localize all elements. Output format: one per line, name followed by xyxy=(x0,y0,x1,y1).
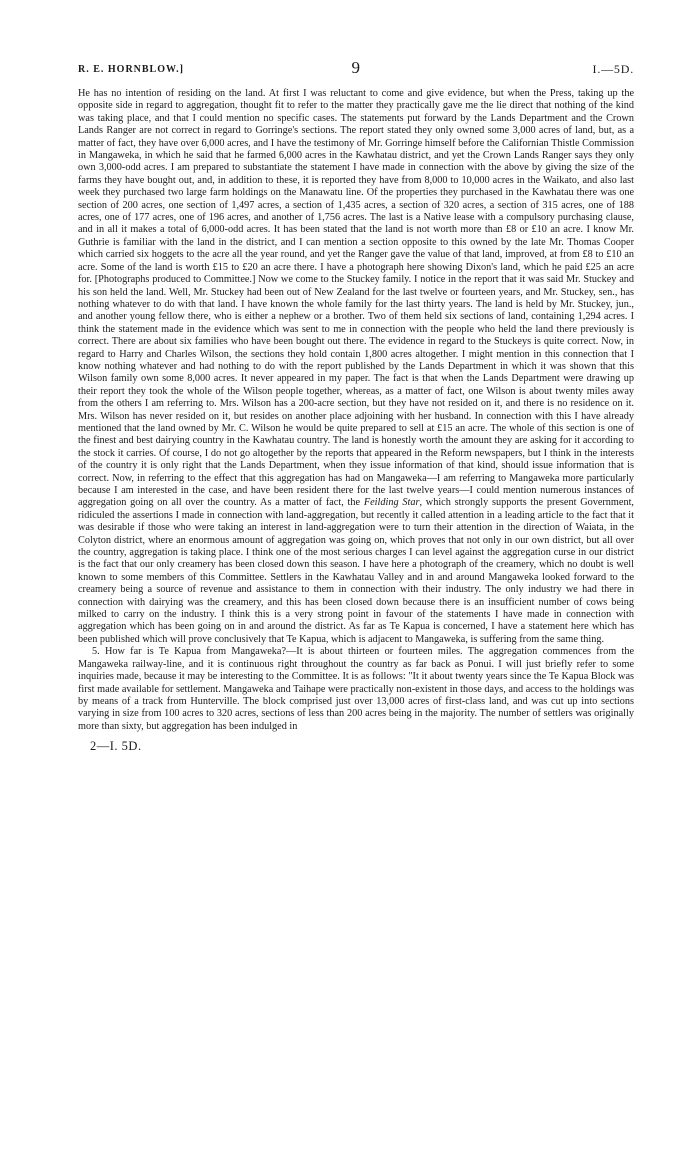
paragraph-evidence xyxy=(78,88,634,646)
page-header xyxy=(78,58,634,80)
signature-mark: 2—I. 5D. xyxy=(90,739,142,754)
document-page xyxy=(78,58,634,754)
newspaper-name: Feilding Star xyxy=(363,497,420,509)
body-text xyxy=(78,88,634,733)
witness-name: R. E. HORNBLOW.] xyxy=(78,64,184,75)
paper-reference: I.—5D. xyxy=(592,62,634,76)
paragraph-question-5: 5. How far is Te Kapua from Mangaweka?—It is about thirteen or fourteen miles. The aggregation commences from the Mangaweka railway-line, and it is continuous right throughout the country as far back as Ponui. I will just briefly refer to some inquiries made, because it may be interesting to the Committee. It is as follows: "It it about twenty years since the Te Kapua Block was first made available for settlement. Mangaweka and Taihape were practically non-existent in those days, and access to the holdings was by means of a track from Hunterville. The block comprised just over 13,000 acres of first-class land, and was cut up into sections varying in size from 100 acres to 320 acres, sections of less than 200 acres being in the majority. The number of settlers was originally more than sixty, but aggregation has been indulged in xyxy=(78,646,634,732)
paragraph-evidence-part-1: He has no intention of residing on the land. At first I was reluctant to come and give evidence, but when the Press, taking up the opposite side in regard to aggregation, thought fit to refer to the matter they practically gave me the lie direct that nothing of the kind was taking place, and that I could mention no specific cases. The statements put forward by the Lands Department and the Crown Lands Ranger are not correct in regard to Gorringe's sections. The report stated they only owned some 3,000 acres of land, but, as a matter of fact, they have over 6,000 acres, and I have the testimony of Mr. Gorringe himself before the Californian Thistle Commission in Mangaweka, in which he said that he farmed 6,000 acres in the Kawhatau district, and yet the Crown Lands Ranger says they only own 3,000-odd acres. I am prepared to substantiate the statement I have made in connection with the above by giving the size of the farms they have bought out, and, in addition to these, it is reported they have from 8,000 to 10,000 acres in the Waikato, and also last week they purchased two large farm holdings on the Manawatu line. Of the properties they purchased in the Kawhatau there was one section of 200 acres, one section of 1,497 acres, a section of 1,435 acres, a section of 320 acres, a section of 315 acres, one of 188 acres, one of 177 acres, one of 196 acres, and another of 1,756 acres. The last is a Native lease with a compulsory purchasing clause, and in all it makes a total of 6,000-odd acres. It has been stated that the land is not worth more than £8 or £10 an acre. I know Mr. Guthrie is familiar with the land in the district, and I can mention a section opposite to this owned by the late Mr. Thomas Cooper which carried six hoggets to the acre all the year round, and yet the Ranger gave the value of that land, improved, at from £8 to £10 an acre. Some of the land is worth £15 to £20 an acre there. I have a photograph here showing Dixon's land, which he paid £25 an acre for. [Photographs produced to Committee.] Now we come to the Stuckey family. I notice in the report that it was said Mr. Stuckey and his son held the land. Well, Mr. Stuckey had been out of New Zealand for the last twelve or fourteen years, and Mr. Stuckey, sen., has nothing whatever to do with that land. I have known the whole family for the last thirty years. The land is held by Mr. Stuckey, jun., and another young fellow there, who is either a nephew or a brother. Two of them held six sections of land, containing 1,294 acres. I think the statement made in the evidence which was sent to me in connection with the people who held the land there previously is correct. There are about six families who have been bought out there. The evidence in regard to the Stuckeys is quite correct. Now, in regard to Harry and Charles Wilson, the sections they hold contain 1,800 acres altogether. I might mention in this connection that I know nothing whatever and had nothing to do with the report published by the Lands Department in which it was shown that this Wilson family own some 8,000 acres. It never appeared in my paper. The fact is that when the Lands Department were drawing up their report they took the whole of the Wilson people together, whereas, as a matter of fact, one Wilson is about twenty miles away from the others I am referring to. Mrs. Wilson has a 200-acre section, but they have not resided on it, and there is no residence on it. Mrs. Wilson has never resided on it, but resides on another place adjoining with her husband. In connection with this I have already mentioned that the land owned by Mr. C. Wilson he would be quite prepared to sell at £15 an acre. The whole of this section is one of the finest and best dairying country in the Kawhatau country. The land is honestly worth the amount they are asking for it according to the stock it carries. Of course, I do not go altogether by the reports that appeared in the Reform newspapers, but I think in the interests of the country it is only right that the Lands Department, when they issue information of that kind, should issue information that is correct. Now, in referring to the effect that this aggregation has had on Mangaweka—I am referring to Mangaweka more particularly because I am interested in the case, and have been resident there for the last twelve years—I could mention numerous instances of aggregation going on all over the country. As a matter of fact, the xyxy=(78,88,634,509)
page-number: 9 xyxy=(351,58,361,77)
paragraph-evidence-part-2: , which strongly supports the present Government, ridiculed the assertions I made in connection with land-aggregation, but recently it called attention in a leading article to the fact that it was desirable if those who were taking an interest in land-aggregation were to turn their attention in the direction of Waiata, in the Colyton district, where an enormous amount of aggregation was going on, which proves that not only in our own district, but all over the country, aggregation is taking place. I think one of the most serious charges I can level against the aggregation curse in our district is the fact that our only creamery has been closed down this season. I have here a photograph of the creamery, which no doubt is well known to some members of this Committee. Settlers in the Kawhatau Valley and in and around Mangaweka looked forward to the creamery being a source of revenue and assistance to them in connection with their industry. The only industry we had there in connection with dairying was the creamery, and this has been closed down because there is an insufficient number of cows being milked to carry on the industry. I think this is a very strong point in favour of the statements I have made in connection with aggregation which has been going on in and around the district. As far as Te Kapua is concerned, I have a statement here which has been published which will prove conclusively that Te Kapua, which is adjacent to Mangaweka, is suffering from the same thing. xyxy=(78,497,634,645)
